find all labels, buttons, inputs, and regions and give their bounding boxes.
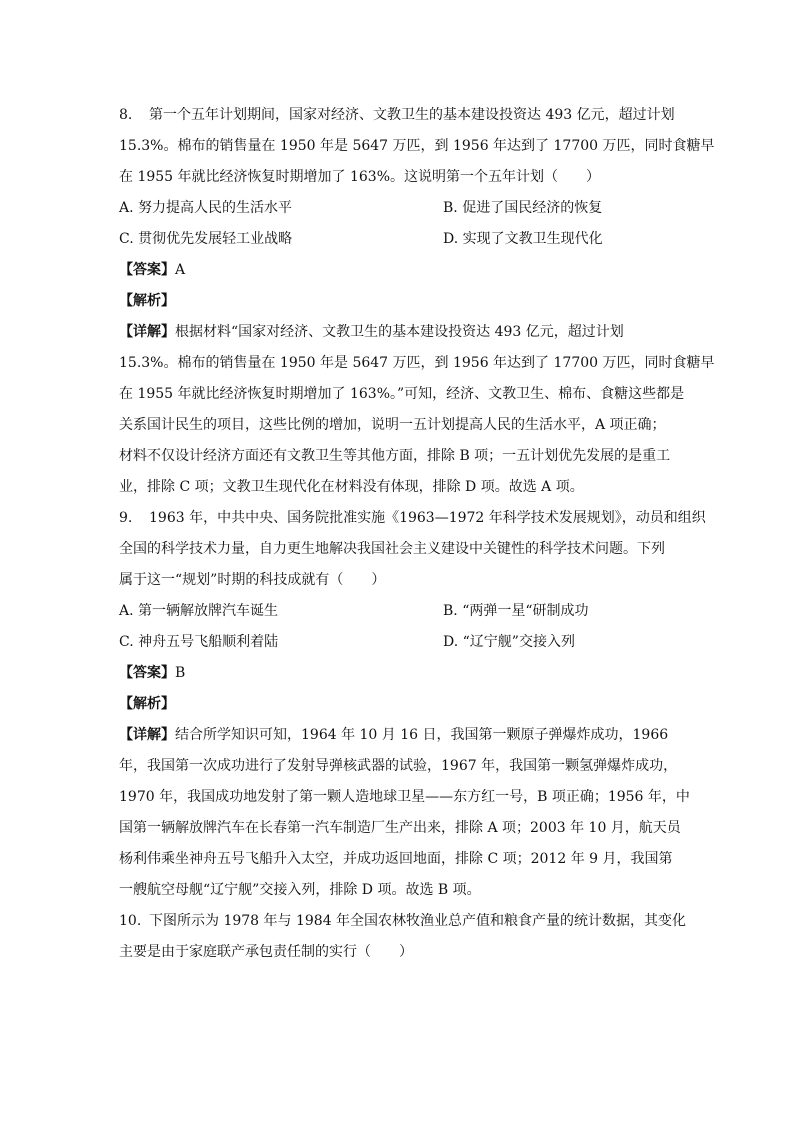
analysis-label: 【解析】 (119, 293, 175, 309)
question-stem-line: 主要是由于家庭联产承包责任制的实行（ ） (119, 944, 413, 960)
question-stem-line: 15.3%。棉布的销售量在 1950 年是 5647 万匹，到 1956 年达到了 17700 万匹，同时食糖早 (119, 138, 715, 154)
option-c: C. 贯彻优先发展轻工业战略 (119, 231, 293, 247)
detail-line: 1970 年，我国成功地发射了第一颗人造地球卫星——东方红一号，B 项正确；1956 年，中 (119, 789, 690, 805)
analysis-label: 【解析】 (119, 696, 175, 712)
answer (119, 658, 679, 689)
detail-line: 年，我国第一次成功进行了发射导弹核武器的试验，1967 年，我国第一颗氢弹爆炸成功， (119, 758, 678, 774)
detail-line: 【详解】结合所学知识可知，1964 年 10 月 16 日，我国第一颗原子弹爆炸成功，1966 (119, 727, 669, 743)
question-stem-line: 10. 下图所示为 1978 年与 1984 年全国农林牧渔业总产值和粮食产量的统计数据，其变化 (119, 906, 679, 937)
options-row (119, 596, 679, 627)
answer-value: A (175, 262, 186, 278)
answer (119, 255, 679, 286)
question-8 (119, 100, 715, 503)
detail-line: 一艘航空母舰“辽宁舰”交接入列，排除 D 项。故选 B 项。 (119, 882, 481, 898)
detail-line: 国第一辆解放牌汽车在长春第一汽车制造厂生产出来，排除 A 项；2003 年 10 月，航天员 (119, 820, 681, 836)
question-stem-line: 全国的科学技术力量，自力更生地解决我国社会主义建设中关键性的科学技术问题。下列 (119, 541, 665, 557)
options-row (119, 627, 679, 658)
options-row (119, 193, 679, 224)
question-9 (119, 503, 706, 906)
option-b: B. “两弹一星“研制成功 (443, 603, 589, 619)
detail-line: 材料不仅设计经济方面还有文教卫生等其他方面，排除 B 项；一五计划优先发展的是重工 (119, 448, 671, 464)
question-number: 9. (119, 510, 133, 526)
detail-line: 关系国计民生的项目，这些比例的增加，说明一五计划提高人民的生活水平，A 项正确； (119, 417, 666, 433)
detail-line: 杨利伟乘坐神舟五号飞船升入太空，并成功返回地面，排除 C 项；2012 年 9 月，我国第 (119, 851, 673, 867)
question-stem-line: 属于这一“规划”时期的科技成就有（ ） (119, 572, 386, 588)
detail-line: 在 1955 年就比经济恢复时期增加了 163%。”可知，经济、文教卫生、棉布、食糖这些都是 (119, 386, 685, 402)
document-page (119, 100, 715, 968)
option-d: D. 实现了文教卫生现代化 (443, 231, 603, 247)
detail-label: 【详解】 (119, 727, 175, 743)
question-number: 10. (119, 913, 142, 929)
question-number: 8. (119, 107, 133, 123)
detail-label: 【详解】 (119, 324, 175, 340)
detail-line: 【详解】根据材料“国家对经济、文教卫生的基本建设投资达 493 亿元，超过计划 (119, 324, 624, 340)
question-stem-line: 8. 第一个五年计划期间，国家对经济、文教卫生的基本建设投资达 493 亿元，超过计划 (119, 100, 679, 131)
question-10 (119, 906, 687, 968)
option-a: A. 努力提高人民的生活水平 (119, 200, 293, 216)
answer-value: B (175, 665, 186, 681)
answer-label: 【答案】 (119, 262, 175, 278)
question-stem-line: 在 1955 年就比经济恢复时期增加了 163%。这说明第一个五年计划（ ） (119, 169, 601, 185)
option-a: A. 第一辆解放牌汽车诞生 (119, 603, 279, 619)
option-c: C. 神舟五号飞船顺利着陆 (119, 634, 279, 650)
option-d: D. “辽宁舰”交接入列 (443, 634, 575, 650)
detail-line: 业，排除 C 项；文教卫生现代化在材料没有体现，排除 D 项。故选 A 项。 (119, 479, 584, 495)
answer-label: 【答案】 (119, 665, 175, 681)
detail-line: 15.3%。棉布的销售量在 1950 年是 5647 万匹，到 1956 年达到了 17700 万匹，同时食糖早 (119, 355, 715, 371)
option-b: B. 促进了国民经济的恢复 (443, 200, 603, 216)
question-stem-line: 9. 1963 年，中共中央、国务院批准实施《1963—1972 年科学技术发展规划》，动员和组织 (119, 503, 679, 534)
options-row (119, 224, 679, 255)
